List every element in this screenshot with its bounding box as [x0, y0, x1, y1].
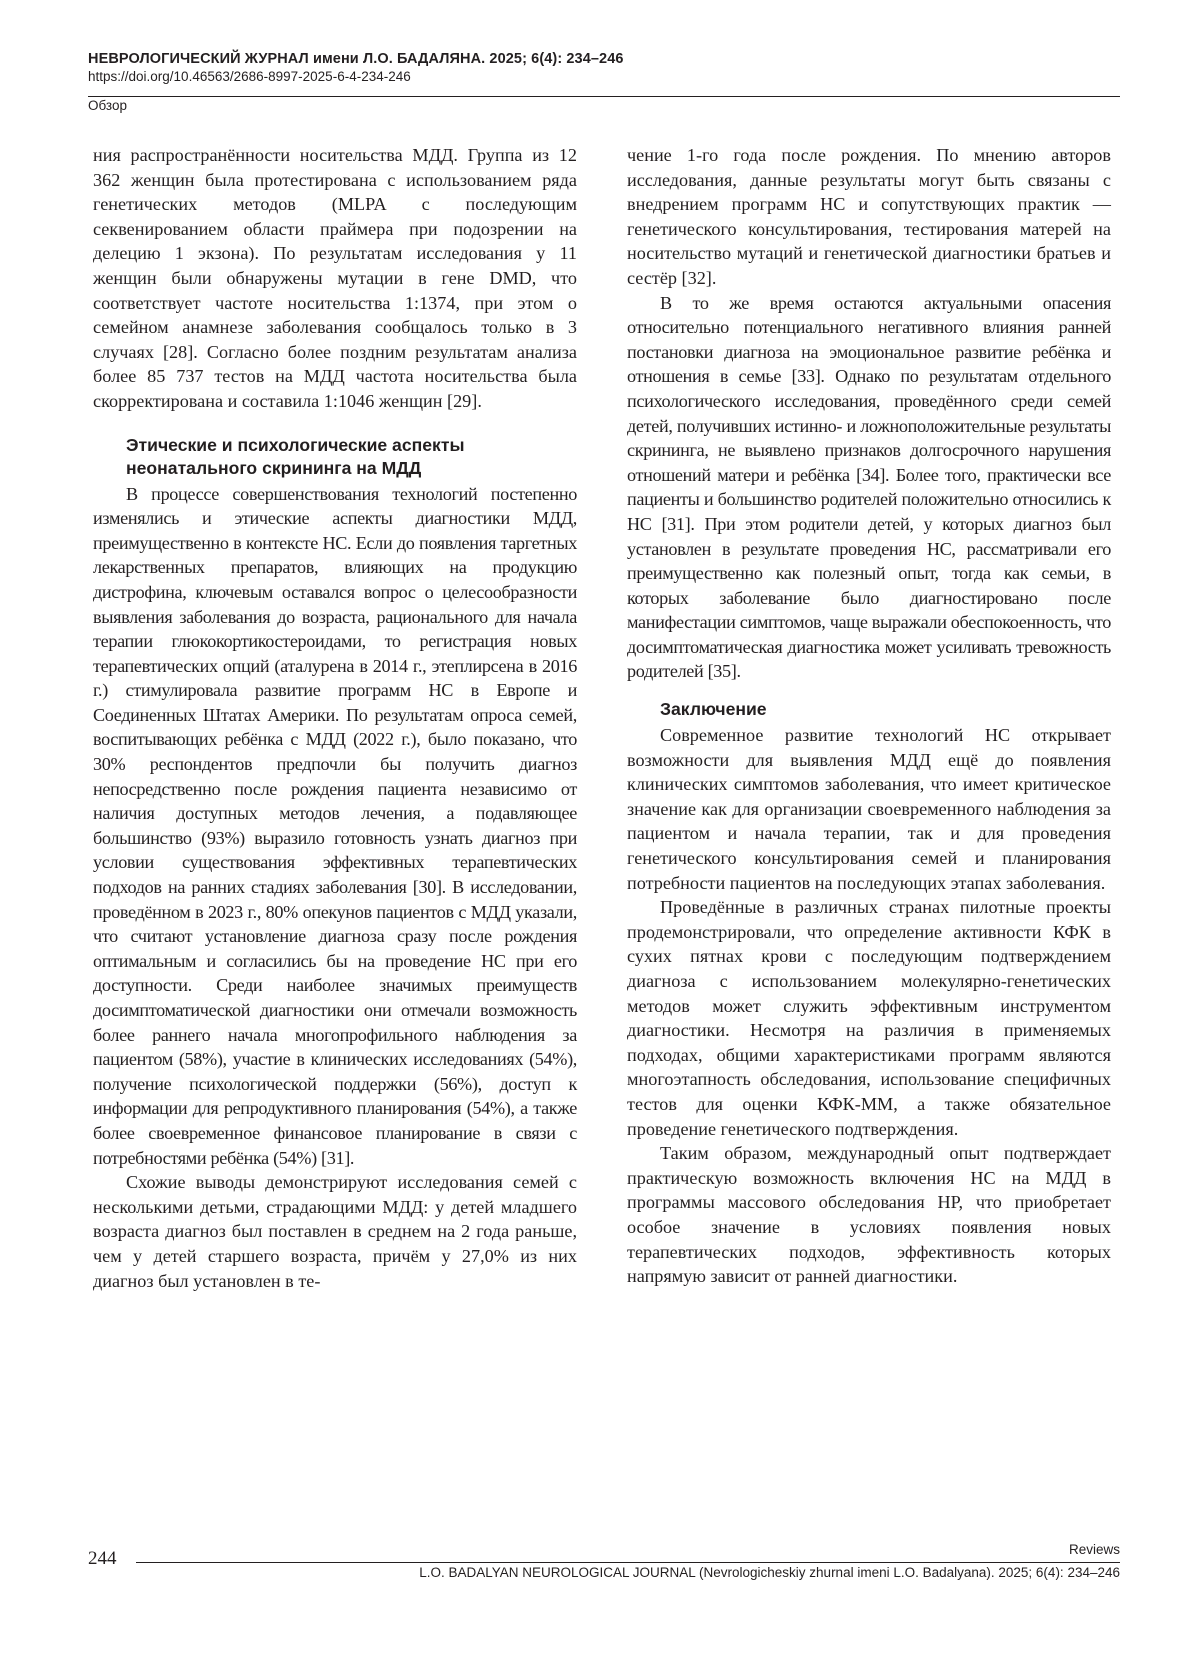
section-heading: Заключение: [660, 699, 767, 720]
paragraph: В то же время остаются актуальными опасения относительно потенциального негативного влияния ранней постановки диагноза на эмоциональное развитие ребёнка и отношения в семье [33]. Однако по результатам отдельного психологического исследования, проведённого среди семей детей, получивших истинно- и ложноположительные результаты скрининга, не выявлено признаков долгосрочного нарушения отношений матери и ребёнка [34]. Более того, практически все пациенты и большинство родителей положительно относились к НС [31]. При этом родители детей, у которых диагноз был установлен в результате проведения НС, рассматривали его преимущественно как полезный опыт, тогда как семьи, в которых заболевание было диагностировано после манифестации симптомов, чаще выражали обеспокоенность, что досимптоматическая диагностика может усиливать тревожность родителей [35].: [627, 292, 1111, 682]
section-label: Обзор: [88, 98, 127, 113]
header-divider: [88, 96, 1120, 97]
footer-divider: [136, 1562, 1120, 1563]
footer-section-label: Reviews: [1068, 1542, 1120, 1557]
paragraph: Современное развитие технологий НС открывает возможности для выявления МДД ещё до появления клинических симптомов заболевания, что имеет критическое значение как для организации своевременного наблюдения за пациентом и начала терапии, так и для проведения генетического консультирования семей и планирования потребности пациентов на последующих этапах заболевания.: [627, 725, 1111, 893]
footer-journal-title: L.O. BADALYAN NEUROLOGICAL JOURNAL (Nevrologicheskiy zhurnal imeni L.O. Badalyana). 2025; 6(4): 234–246: [419, 1565, 1120, 1580]
running-header: [88, 50, 1120, 86]
section-heading: Этические и психологические аспекты неонатального скрининга на МДД: [126, 434, 465, 478]
paragraph: Таким образом, международный опыт подтверждает практическую возможность включения НС на МДД в программы массового обследования НР, что приобретает особое значение в условиях появления новых терапевтических подходов, эффективность которых напрямую зависит от ранней диагностики.: [627, 1143, 1111, 1287]
right-column: [627, 143, 1111, 1289]
paragraph: ния распространённости носительства МДД. Группа из 12 362 женщин была протестирована с использованием ряда генетических методов (MLPA с последующим секвенированием области праймера при подозрении на делецию 1 экзона). По результатам исследования у 11 женщин были обнаружены мутации в гене DMD, что соответствует частоте носительства 1:1374, при этом о семейном анамнезе заболевания сообщалось только в 3 случаях [28]. Согласно более поздним результатам анализа более 85 737 тестов на МДД частота носительства была скорректирована и составила 1:1046 женщин [29].: [93, 145, 577, 411]
running-footer: [88, 1542, 1120, 1582]
paragraph: чение 1-го года после рождения. По мнению авторов исследования, данные результаты могут быть связаны с внедрением программ НС и сопутствующих практик — генетического консультирования, тестирования матерей на носительство мутаций и генетической диагностики братьев и сестёр [32].: [627, 145, 1111, 288]
paragraph: Схожие выводы демонстрируют исследования семей с несколькими детьми, страдающими МДД: у детей младшего возраста диагноз был поставлен в среднем на 2 года раньше, чем у детей старшего возраста, причём у 27,0% из них диагноз был установлен в те-: [93, 1172, 577, 1291]
left-column: [93, 143, 577, 1293]
paragraph: Проведённые в различных странах пилотные проекты продемонстрировали, что определение активности КФК в сухих пятнах крови с последующим подтверждением диагноза с использованием молекулярно-генетических методов может служить эффективным инструментом диагностики. Несмотря на различия в применяемых подходах, общими характеристиками программ являются многоэтапность обследования, использование специфичных тестов для оценки КФК-ММ, а также обязательное проведение генетического подтверждения.: [627, 897, 1111, 1139]
journal-title: НЕВРОЛОГИЧЕСКИЙ ЖУРНАЛ имени Л.О. БАДАЛЯНА. 2025; 6(4): 234–246: [88, 51, 624, 67]
paragraph: В процессе совершенствования технологий постепенно изменялись и этические аспекты диагностики МДД, преимущественно в контексте НС. Если до появления таргетных лекарственных препаратов, влияющих на продукцию дистрофина, ключевым оставался вопрос о целесообразности выявления заболевания до возраста, рационального для начала терапии глюкокортикостероидами, то регистрация новых терапевтических опций (аталурена в 2014 г., этеплирсена в 2016 г.) стимулировала развитие программ НС в Европе и Соединенных Штатах Америки. По результатам опроса семей, воспитывающих ребёнка с МДД (2022 г.), было показано, что 30% респондентов предпочли бы получить диагноз непосредственно после рождения пациента независимо от наличия доступных методов лечения, а подавляющее большинство (93%) выразило готовность узнать диагноз при условии существования эффективных терапевтических подходов на ранних стадиях заболевания [30]. В исследовании, проведённом в 2023 г., 80% опекунов пациентов с МДД указали, что считают установление диагноза сразу после рождения оптимальным и согласились бы на проведение НС при его доступности. Среди наиболее значимых преимуществ досимптоматической диагностики они отмечали возможность более раннего начала многопрофильного наблюдения за пациентом (58%), участие в клинических исследованиях (54%), получение психологической поддержки (56%), доступ к информации для репродуктивного планирования (54%), а также более своевременное финансовое планирование в связи с потребностями ребёнка (54%) [31].: [93, 483, 577, 1168]
doi-link[interactable]: https://doi.org/10.46563/2686-8997-2025-6-4-234-246: [88, 69, 411, 84]
page-number: 244: [88, 1548, 117, 1569]
